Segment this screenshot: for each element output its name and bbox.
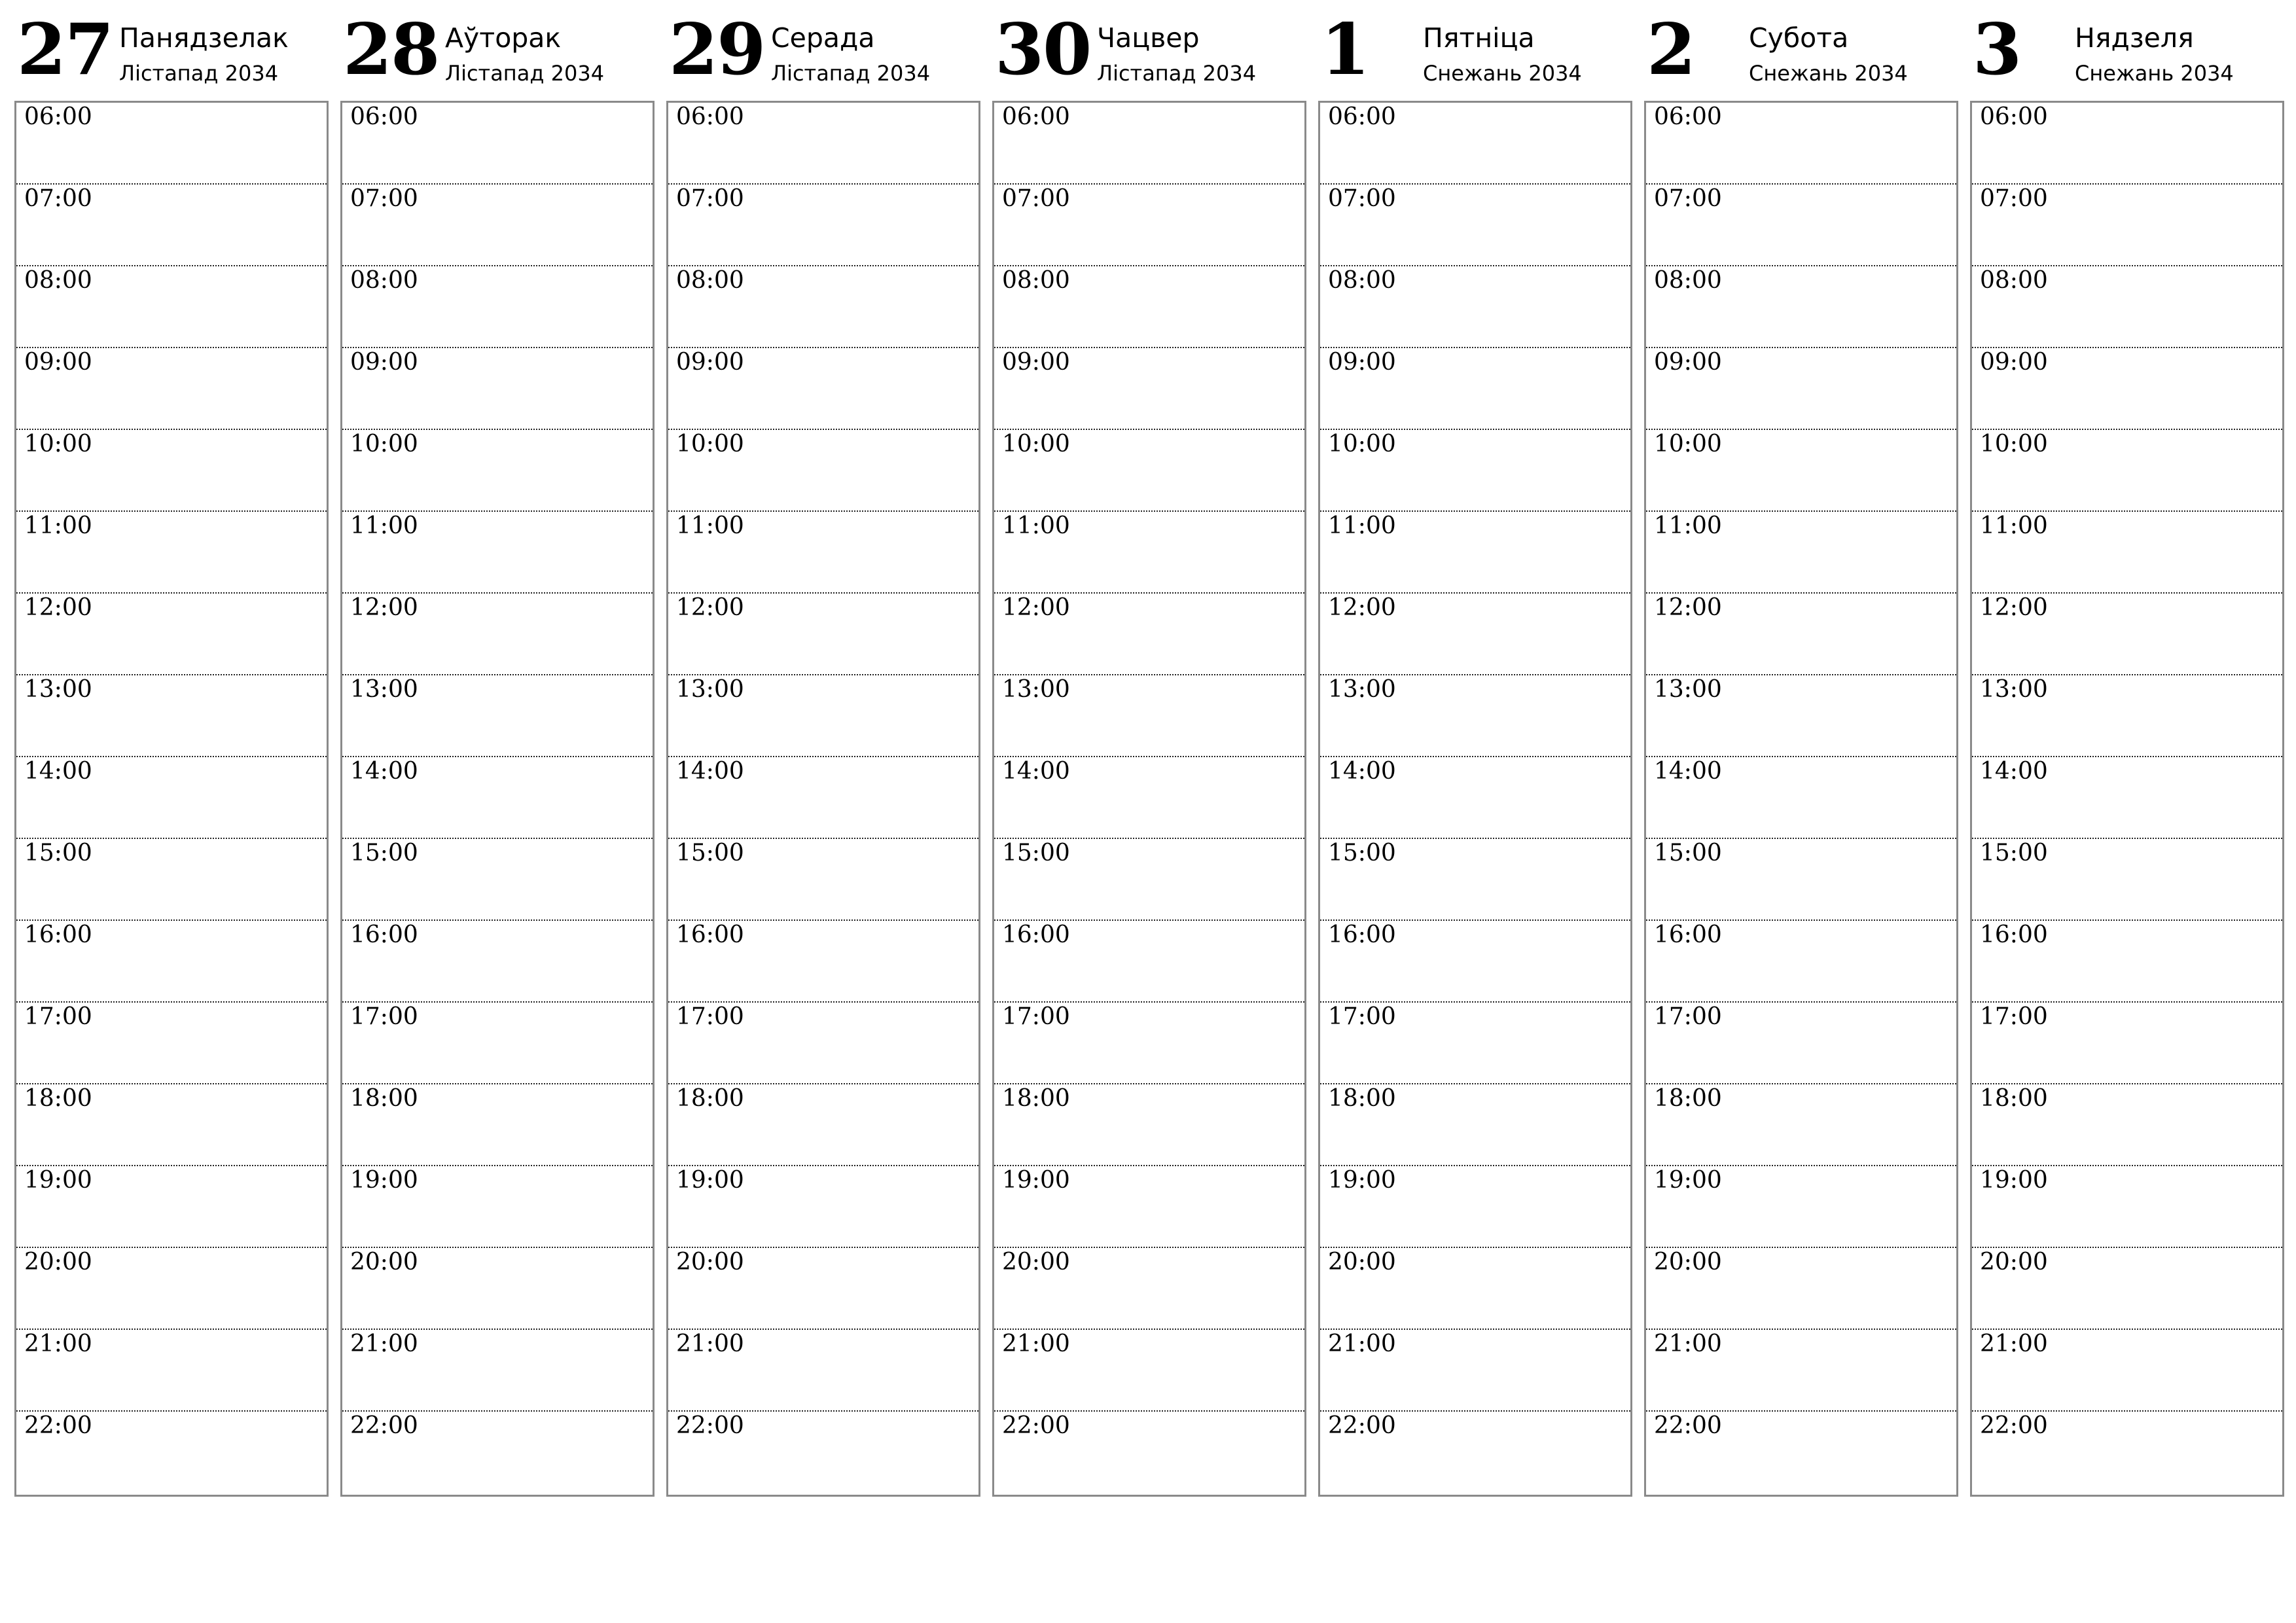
day-column [1644,0,1957,1439]
hour-slot [1972,1003,2282,1084]
hour-slot [1972,348,2282,430]
hour-label: 18:00 [676,1085,744,1112]
hour-label: 21:00 [1002,1330,1070,1357]
hour-label: 09:00 [1654,349,1722,376]
hour-label: 18:00 [1654,1085,1722,1112]
hour-slot [1646,185,1956,266]
day-column [1318,0,1631,1439]
hour-slot [994,185,1304,266]
hour-slot [1972,430,2282,512]
day-number: 30 [995,9,1091,91]
hour-slot [668,1003,978,1084]
hour-label: 13:00 [350,676,418,703]
hour-slot [1320,512,1630,594]
hour-label: 09:00 [1980,349,2048,376]
hour-slot [1972,103,2282,185]
hour-label: 22:00 [1980,1412,2048,1439]
day-column [1970,0,2283,1439]
hour-slot [1320,675,1630,757]
day-schedule-box [14,101,329,1497]
hour-slot [668,266,978,348]
hour-slot [1320,266,1630,348]
hour-slot [16,512,327,594]
hour-label: 14:00 [676,758,744,785]
hour-label: 06:00 [676,103,744,130]
hour-label: 16:00 [1002,921,1070,948]
hour-slot [994,1003,1304,1084]
hour-slot [994,348,1304,430]
hour-slot [1972,266,2282,348]
hour-label: 21:00 [1328,1330,1396,1357]
hour-slot [16,1248,327,1330]
hour-slot [1646,512,1956,594]
hour-slot [16,1412,327,1493]
hour-slot [1646,103,1956,185]
hour-label: 10:00 [350,431,418,457]
hour-label: 16:00 [676,921,744,948]
day-schedule-box [1318,101,1632,1497]
hour-label: 06:00 [1002,103,1070,130]
hour-label: 11:00 [1654,512,1722,539]
hour-slot [994,103,1304,185]
hour-slot [1646,266,1956,348]
hour-slot [668,757,978,839]
hour-slot [1972,921,2282,1003]
hour-slot [342,675,653,757]
hour-slot [994,430,1304,512]
hour-slot [668,512,978,594]
hour-slot [668,1330,978,1412]
hour-slot [342,1003,653,1084]
hour-label: 12:00 [1654,594,1722,621]
hour-slot [1972,675,2282,757]
hour-label: 20:00 [1654,1249,1722,1275]
hour-label: 19:00 [676,1167,744,1194]
hour-slot [668,1084,978,1166]
hour-slot [16,594,327,675]
day-month: Снежань 2034 [2075,61,2234,86]
hour-slot [16,1330,327,1412]
hour-slot [1972,1084,2282,1166]
hour-label: 11:00 [350,512,418,539]
hour-slot [1646,1166,1956,1248]
day-number: 3 [1973,9,2021,91]
hour-label: 22:00 [24,1412,92,1439]
day-month: Лістапад 2034 [119,61,279,86]
day-column [14,0,327,1439]
hour-label: 06:00 [1328,103,1396,130]
day-name: Серада [771,22,875,54]
hour-slot [994,1412,1304,1493]
hour-label: 20:00 [350,1249,418,1275]
hour-label: 19:00 [350,1167,418,1194]
hour-slot [1646,348,1956,430]
hour-slot [1320,185,1630,266]
hour-label: 08:00 [676,267,744,294]
hour-label: 16:00 [24,921,92,948]
hour-label: 15:00 [676,840,744,866]
hour-slot [16,675,327,757]
hour-slot [668,921,978,1003]
hour-slot [16,103,327,185]
day-header [666,0,979,101]
day-number: 29 [669,9,765,91]
hour-slot [668,1248,978,1330]
hour-slot [342,1248,653,1330]
day-name: Субота [1749,22,1849,54]
hour-label: 07:00 [1002,185,1070,212]
hour-label: 16:00 [1328,921,1396,948]
hour-label: 10:00 [1980,431,2048,457]
day-month: Снежань 2034 [1749,61,1908,86]
hour-label: 13:00 [676,676,744,703]
hour-label: 06:00 [24,103,92,130]
hour-slot [342,512,653,594]
hour-label: 07:00 [24,185,92,212]
hour-slot [1646,594,1956,675]
hour-label: 10:00 [24,431,92,457]
day-header [1970,0,2283,101]
hour-slot [16,266,327,348]
hour-label: 16:00 [1654,921,1722,948]
hour-label: 13:00 [1980,676,2048,703]
hour-slot [1646,1084,1956,1166]
hour-slot [668,1166,978,1248]
hour-label: 19:00 [1328,1167,1396,1194]
hour-label: 08:00 [24,267,92,294]
hour-label: 21:00 [1980,1330,2048,1357]
hour-slot [994,1248,1304,1330]
hour-slot [16,1084,327,1166]
hour-slot [1320,1412,1630,1493]
day-column [666,0,979,1439]
hour-slot [1972,757,2282,839]
hour-label: 19:00 [24,1167,92,1194]
hour-label: 18:00 [350,1085,418,1112]
day-schedule-box [340,101,655,1497]
hour-slot [994,594,1304,675]
hour-label: 08:00 [1002,267,1070,294]
hour-slot [1972,839,2282,921]
hour-label: 21:00 [1654,1330,1722,1357]
hour-label: 20:00 [1328,1249,1396,1275]
hour-slot [342,348,653,430]
day-column [992,0,1305,1439]
hour-label: 22:00 [1002,1412,1070,1439]
hour-label: 07:00 [1328,185,1396,212]
hour-slot [1972,512,2282,594]
hour-slot [994,1330,1304,1412]
hour-slot [1646,757,1956,839]
hour-slot [668,185,978,266]
hour-label: 11:00 [24,512,92,539]
hour-slot [1646,839,1956,921]
hour-slot [994,1166,1304,1248]
day-header [992,0,1305,101]
hour-slot [342,594,653,675]
hour-label: 18:00 [24,1085,92,1112]
hour-label: 07:00 [676,185,744,212]
hour-label: 12:00 [1002,594,1070,621]
hour-label: 20:00 [1980,1249,2048,1275]
hour-slot [1972,1330,2282,1412]
hour-slot [994,757,1304,839]
hour-label: 09:00 [1328,349,1396,376]
hour-label: 13:00 [1654,676,1722,703]
hour-label: 06:00 [1654,103,1722,130]
hour-label: 10:00 [1002,431,1070,457]
hour-slot [1972,1248,2282,1330]
hour-label: 10:00 [1328,431,1396,457]
hour-slot [1646,1412,1956,1493]
day-column [340,0,653,1439]
day-number: 28 [343,9,439,91]
hour-label: 11:00 [676,512,744,539]
hour-label: 15:00 [1654,840,1722,866]
day-name: Пятніца [1423,22,1535,54]
day-month: Лістапад 2034 [445,61,605,86]
hour-slot [994,1084,1304,1166]
hour-slot [1320,348,1630,430]
hour-slot [668,348,978,430]
day-name: Нядзеля [2075,22,2194,54]
hour-label: 06:00 [1980,103,2048,130]
day-schedule-box [992,101,1306,1497]
hour-label: 10:00 [676,431,744,457]
hour-slot [1646,1248,1956,1330]
hour-label: 07:00 [350,185,418,212]
hour-slot [1320,1084,1630,1166]
hour-slot [668,103,978,185]
hour-label: 20:00 [1002,1249,1070,1275]
hour-label: 15:00 [1328,840,1396,866]
hour-slot [668,594,978,675]
hour-label: 14:00 [1002,758,1070,785]
hour-slot [16,921,327,1003]
hour-slot [342,1412,653,1493]
day-number: 27 [17,9,113,91]
hour-label: 17:00 [24,1003,92,1030]
hour-slot [1972,594,2282,675]
hour-label: 21:00 [676,1330,744,1357]
hour-label: 09:00 [24,349,92,376]
hour-slot [342,839,653,921]
hour-label: 13:00 [1328,676,1396,703]
hour-slot [1646,430,1956,512]
hour-slot [16,430,327,512]
hour-label: 18:00 [1980,1085,2048,1112]
hour-slot [994,921,1304,1003]
hour-label: 14:00 [1980,758,2048,785]
hour-slot [342,430,653,512]
hour-slot [342,1166,653,1248]
hour-label: 19:00 [1002,1167,1070,1194]
hour-label: 14:00 [350,758,418,785]
day-header [1644,0,1957,101]
hour-label: 14:00 [24,758,92,785]
hour-label: 09:00 [1002,349,1070,376]
hour-label: 22:00 [1654,1412,1722,1439]
day-schedule-box [666,101,980,1497]
hour-slot [1646,921,1956,1003]
hour-slot [668,675,978,757]
hour-slot [1320,430,1630,512]
hour-label: 18:00 [1328,1085,1396,1112]
hour-slot [342,1084,653,1166]
hour-slot [1320,839,1630,921]
hour-slot [1646,1330,1956,1412]
hour-slot [668,430,978,512]
hour-label: 10:00 [1654,431,1722,457]
hour-slot [1320,1166,1630,1248]
day-header [14,0,327,101]
hour-label: 08:00 [1328,267,1396,294]
hour-label: 17:00 [1002,1003,1070,1030]
hour-label: 15:00 [350,840,418,866]
hour-label: 15:00 [1002,840,1070,866]
hour-label: 20:00 [676,1249,744,1275]
hour-slot [16,1166,327,1248]
hour-label: 07:00 [1654,185,1722,212]
hour-slot [16,839,327,921]
hour-slot [342,266,653,348]
day-month: Лістапад 2034 [1097,61,1257,86]
day-name: Чацвер [1097,22,1200,54]
hour-label: 16:00 [1980,921,2048,948]
hour-label: 14:00 [1654,758,1722,785]
hour-slot [668,1412,978,1493]
hour-slot [1972,1166,2282,1248]
hour-label: 15:00 [1980,840,2048,866]
hour-slot [1320,594,1630,675]
hour-label: 09:00 [350,349,418,376]
hour-slot [342,921,653,1003]
hour-slot [342,103,653,185]
hour-slot [16,757,327,839]
hour-slot [1320,1003,1630,1084]
day-month: Лістапад 2034 [771,61,931,86]
day-schedule-box [1644,101,1958,1497]
hour-label: 12:00 [1328,594,1396,621]
day-header [1318,0,1631,101]
hour-slot [1972,1412,2282,1493]
hour-slot [16,185,327,266]
hour-label: 13:00 [24,676,92,703]
hour-label: 07:00 [1980,185,2048,212]
hour-label: 11:00 [1328,512,1396,539]
hour-slot [1320,921,1630,1003]
day-schedule-box [1970,101,2284,1497]
hour-slot [16,1003,327,1084]
hour-label: 17:00 [1328,1003,1396,1030]
hour-label: 16:00 [350,921,418,948]
hour-label: 08:00 [1654,267,1722,294]
hour-label: 22:00 [676,1412,744,1439]
hour-label: 19:00 [1980,1167,2048,1194]
hour-label: 15:00 [24,840,92,866]
hour-slot [1972,185,2282,266]
hour-label: 11:00 [1002,512,1070,539]
day-name: Панядзелак [119,22,289,54]
hour-slot [342,185,653,266]
hour-label: 21:00 [350,1330,418,1357]
hour-label: 21:00 [24,1330,92,1357]
hour-label: 12:00 [1980,594,2048,621]
day-month: Снежань 2034 [1423,61,1582,86]
hour-label: 19:00 [1654,1167,1722,1194]
hour-slot [1320,103,1630,185]
hour-slot [342,757,653,839]
hour-label: 18:00 [1002,1085,1070,1112]
hour-label: 17:00 [676,1003,744,1030]
hour-slot [342,1330,653,1412]
hour-label: 12:00 [350,594,418,621]
hour-slot [1646,1003,1956,1084]
hour-label: 22:00 [1328,1412,1396,1439]
hour-slot [1320,1248,1630,1330]
hour-label: 17:00 [1654,1003,1722,1030]
hour-slot [994,675,1304,757]
hour-label: 08:00 [350,267,418,294]
hour-slot [1320,1330,1630,1412]
hour-label: 20:00 [24,1249,92,1275]
hour-label: 11:00 [1980,512,2048,539]
hour-slot [16,348,327,430]
hour-label: 12:00 [676,594,744,621]
hour-slot [994,839,1304,921]
hour-slot [668,839,978,921]
hour-label: 17:00 [350,1003,418,1030]
day-number: 2 [1647,9,1695,91]
hour-slot [1646,675,1956,757]
hour-label: 09:00 [676,349,744,376]
hour-label: 06:00 [350,103,418,130]
day-number: 1 [1321,9,1369,91]
hour-label: 22:00 [350,1412,418,1439]
hour-label: 17:00 [1980,1003,2048,1030]
hour-slot [1320,757,1630,839]
day-name: Аўторак [445,22,562,54]
hour-label: 12:00 [24,594,92,621]
hour-label: 08:00 [1980,267,2048,294]
hour-label: 14:00 [1328,758,1396,785]
hour-slot [994,266,1304,348]
hour-label: 13:00 [1002,676,1070,703]
hour-slot [994,512,1304,594]
day-header [340,0,653,101]
